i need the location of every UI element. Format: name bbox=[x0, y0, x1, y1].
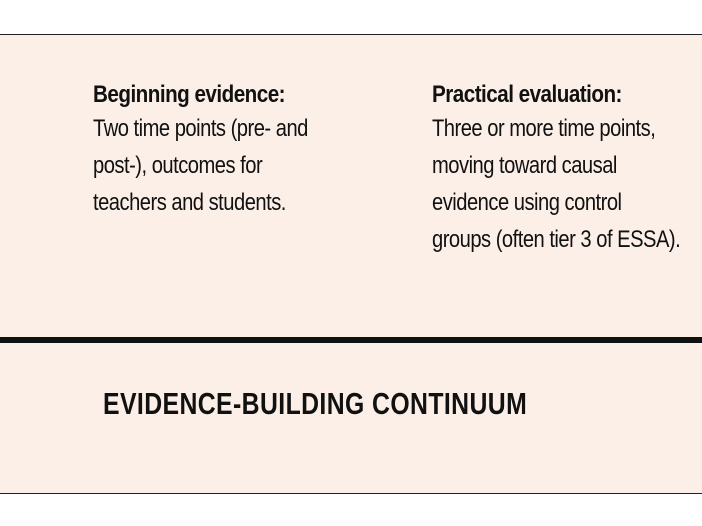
beginning-evidence-line-2: post-), outcomes for bbox=[93, 152, 263, 179]
continuum-divider bbox=[0, 337, 702, 343]
beginning-evidence-column bbox=[93, 80, 393, 221]
continuum-label bbox=[0, 386, 702, 422]
practical-evaluation-column bbox=[432, 80, 702, 258]
practical-evaluation-heading: Practical evaluation: bbox=[432, 81, 622, 108]
continuum-label-text: EVIDENCE-BUILDING CONTINUUM bbox=[102, 386, 528, 421]
practical-evaluation-line-4: groups (often tier 3 of ESSA). bbox=[432, 226, 681, 253]
beginning-evidence-line-3: teachers and students. bbox=[93, 189, 286, 216]
practical-evaluation-line-3: evidence using control bbox=[432, 189, 622, 216]
practical-evaluation-line-1: Three or more time points, bbox=[432, 115, 656, 142]
beginning-evidence-heading: Beginning evidence: bbox=[93, 81, 286, 108]
beginning-evidence-line-1: Two time points (pre- and bbox=[93, 115, 308, 142]
practical-evaluation-line-2: moving toward causal bbox=[432, 152, 617, 179]
